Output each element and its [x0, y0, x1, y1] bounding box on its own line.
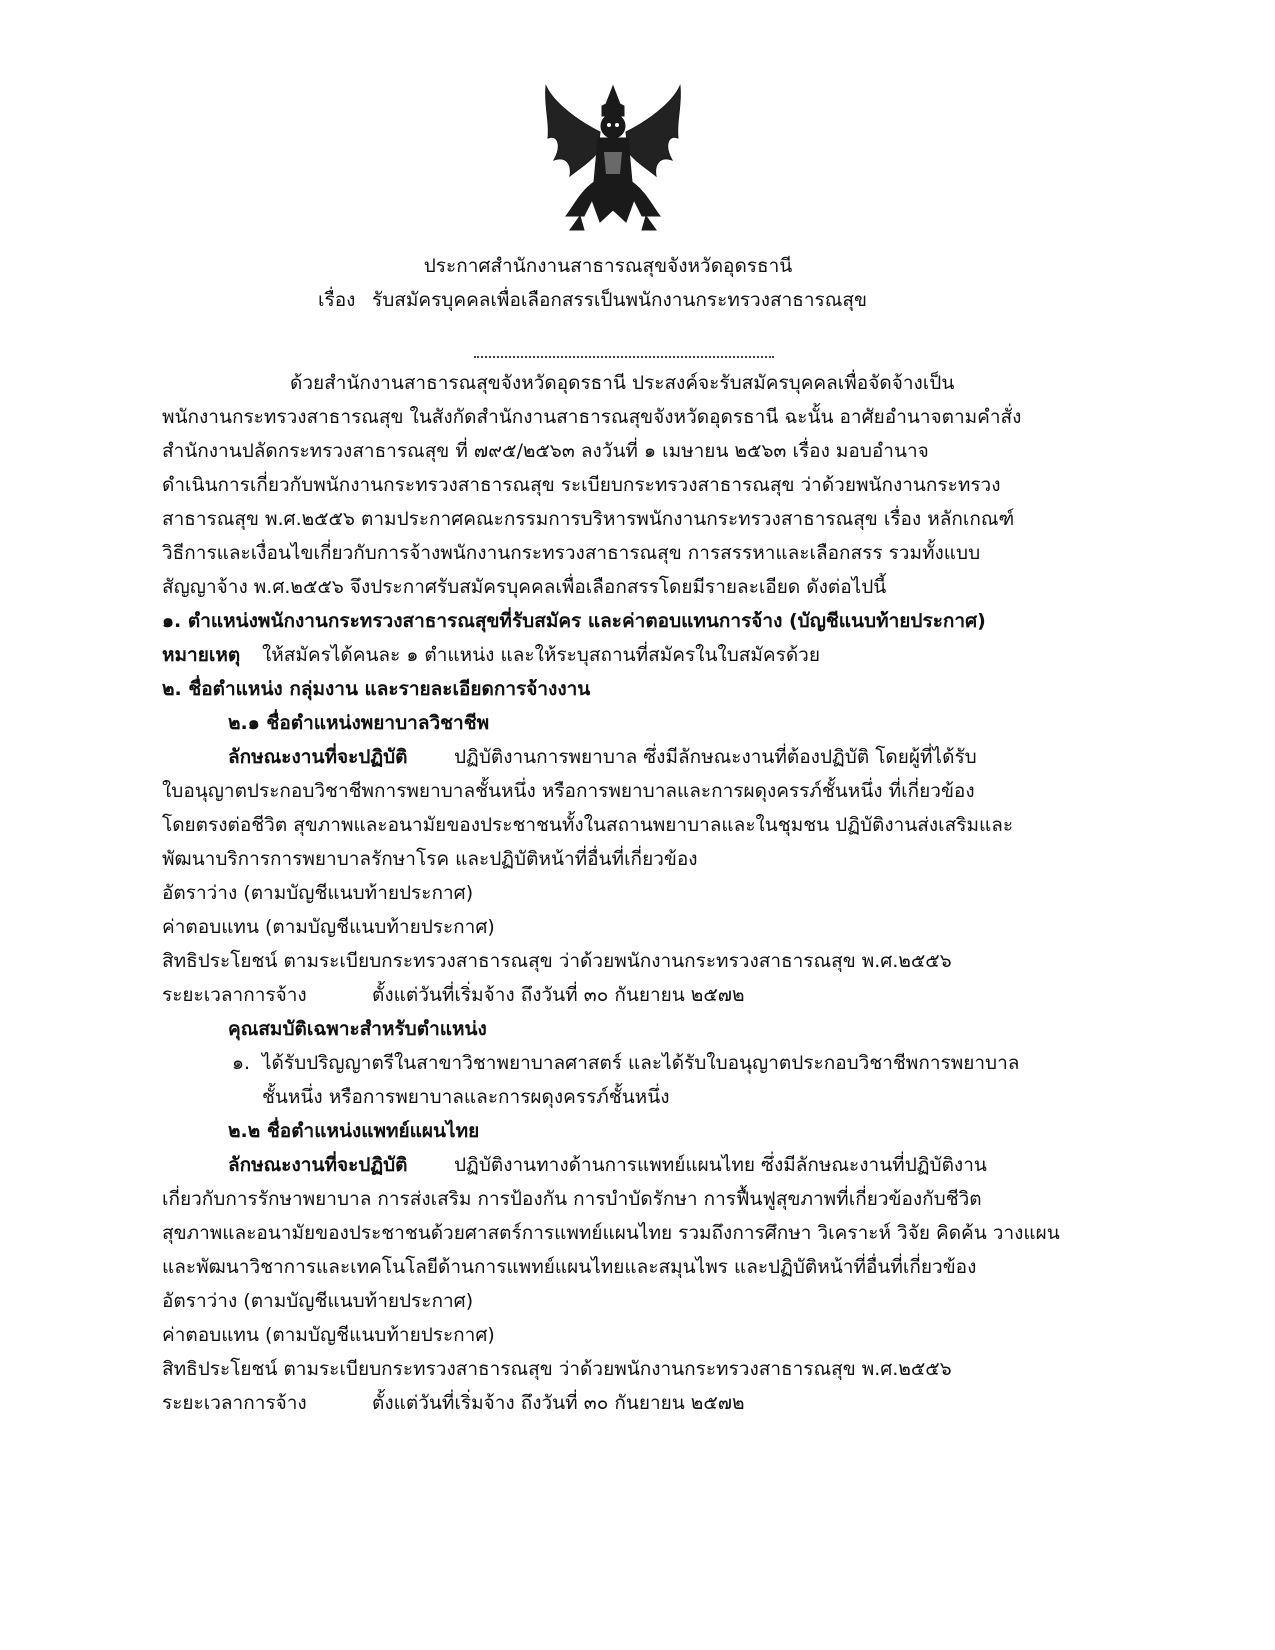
intro-line: วิธีการและเงื่อนไขเกี่ยวกับการจ้างพนักงานกระทรวงสาธารณสุข การสรรหาและเลือกสรร รวมทั้งแบบ — [162, 542, 981, 564]
period-text: ตั้งแต่วันที่เริ่มจ้าง ถึงวันที่ ๓๐ กันยายน ๒๕๗๒ — [372, 1392, 745, 1414]
position-2-1-heading: ๒.๑ ชื่อตำแหน่งพยาบาลวิชาชีพ — [228, 712, 490, 734]
note-label: หมายเหตุ — [162, 644, 241, 666]
pay-text: ค่าตอบแทน (ตามบัญชีแนบท้ายประกาศ) — [162, 916, 495, 938]
subject-label: เรื่อง — [318, 289, 356, 311]
separator-dotted-line — [474, 356, 774, 358]
duty-line: พัฒนาบริการการพยาบาลรักษาโรค และปฏิบัติหน้าที่อื่นที่เกี่ยวข้อง — [162, 848, 698, 870]
duty-line: และพัฒนาวิชาการและเทคโนโลยีด้านการแพทย์แผนไทยและสมุนไพร และปฏิบัติหน้าที่อื่นที่เกี่ยวข้อง — [162, 1256, 977, 1278]
duty-line: โดยตรงต่อชีวิต สุขภาพและอนามัยของประชาชนทั้งในสถานพยาบาลและในชุมชน ปฏิบัติงานส่งเสริมและ — [162, 814, 1014, 836]
qualification-line: ได้รับปริญญาตรีในสาขาวิชาพยาบาลศาสตร์ และได้รับใบอนุญาตประกอบวิชาชีพการพยาบาล — [262, 1052, 1020, 1074]
garuda-emblem-icon — [540, 82, 686, 244]
duty-label: ลักษณะงานที่จะปฏิบัติ — [228, 1154, 408, 1176]
intro-line: สำนักงานปลัดกระทรวงสาธารณสุข ที่ ๗๙๕/๒๕๖๓ ลงวันที่ ๑ เมษายน ๒๕๖๓ เรื่อง มอบอำนาจ — [162, 440, 929, 462]
section-2-heading: ๒. ชื่อตำแหน่ง กลุ่มงาน และรายละเอียดการจ้างงาน — [162, 678, 591, 700]
period-label: ระยะเวลาการจ้าง — [162, 1392, 307, 1414]
intro-line: สัญญาจ้าง พ.ศ.๒๕๕๖ จึงประกาศรับสมัครบุคคลเพื่อเลือกสรรโดยมีรายละเอียด ดังต่อไปนี้ — [162, 576, 887, 598]
qualification-heading: คุณสมบัติเฉพาะสำหรับตำแหน่ง — [228, 1018, 487, 1040]
section-1-heading: ๑. ตำแหน่งพนักงานกระทรวงสาธารณสุขที่รับสมัคร และค่าตอบแทนการจ้าง (บัญชีแนบท้ายประกาศ) — [162, 610, 986, 632]
intro-line: ดำเนินการเกี่ยวกับพนักงานกระทรวงสาธารณสุข ระเบียบกระทรวงสาธารณสุข ว่าด้วยพนักงานกระทรวง — [162, 474, 1001, 496]
note-text: ให้สมัครได้คนละ ๑ ตำแหน่ง และให้ระบุสถานที่สมัครในใบสมัครด้วย — [262, 644, 820, 666]
duty-line: ปฏิบัติงานทางด้านการแพทย์แผนไทย ซึ่งมีลักษณะงานที่ปฏิบัติงาน — [454, 1154, 987, 1176]
duty-line: ใบอนุญาตประกอบวิชาชีพการพยาบาลชั้นหนึ่ง หรือการพยาบาลและการผดุงครรภ์ชั้นหนึ่ง ที่เกี่ยวข้อง — [162, 780, 975, 802]
subject-text: รับสมัครบุคคลเพื่อเลือกสรรเป็นพนักงานกระทรวงสาธารณสุข — [372, 289, 867, 311]
duty-line: ปฏิบัติงานการพยาบาล ซึ่งมีลักษณะงานที่ต้องปฏิบัติ โดยผู้ที่ได้รับ — [454, 746, 977, 768]
duty-line: สุขภาพและอนามัยของประชาชนด้วยศาสตร์การแพทย์แผนไทย รวมถึงการศึกษา วิเคราะห์ วิจัย คิดค้น วางแผน — [162, 1222, 1060, 1244]
benefit-text: สิทธิประโยชน์ ตามระเบียบกระทรวงสาธารณสุข ว่าด้วยพนักงานกระทรวงสาธารณสุข พ.ศ.๒๕๕๖ — [162, 1358, 952, 1380]
pay-text: ค่าตอบแทน (ตามบัญชีแนบท้ายประกาศ) — [162, 1324, 495, 1346]
announcement-title: ประกาศสำนักงานสาธารณสุขจังหวัดอุดรธานี — [423, 255, 793, 277]
benefit-text: สิทธิประโยชน์ ตามระเบียบกระทรวงสาธารณสุข ว่าด้วยพนักงานกระทรวงสาธารณสุข พ.ศ.๒๕๕๖ — [162, 950, 952, 972]
duty-line: เกี่ยวกับการรักษาพยาบาล การส่งเสริม การป้องกัน การบำบัดรักษา การฟื้นฟูสุขภาพที่เกี่ยวข้องกับชีวิต — [162, 1188, 982, 1210]
position-2-2-heading: ๒.๒ ชื่อตำแหน่งแพทย์แผนไทย — [228, 1120, 480, 1142]
period-label: ระยะเวลาการจ้าง — [162, 984, 307, 1006]
vacancy-text: อัตราว่าง (ตามบัญชีแนบท้ายประกาศ) — [162, 1290, 474, 1312]
qualification-line: ชั้นหนึ่ง หรือการพยาบาลและการผดุงครรภ์ชั้นหนึ่ง — [262, 1086, 670, 1108]
vacancy-text: อัตราว่าง (ตามบัญชีแนบท้ายประกาศ) — [162, 882, 474, 904]
intro-line: พนักงานกระทรวงสาธารณสุข ในสังกัดสำนักงานสาธารณสุขจังหวัดอุดรธานี ฉะนั้น อาศัยอำนาจตามคำสั่ง — [162, 406, 1022, 428]
duty-label: ลักษณะงานที่จะปฏิบัติ — [228, 746, 408, 768]
intro-line: ด้วยสำนักงานสาธารณสุขจังหวัดอุดรธานี ประสงค์จะรับสมัครบุคคลเพื่อจัดจ้างเป็น — [290, 372, 955, 394]
qualification-number: ๑. — [232, 1052, 251, 1074]
intro-line: สาธารณสุข พ.ศ.๒๕๕๖ ตามประกาศคณะกรรมการบริหารพนักงานกระทรวงสาธารณสุข เรื่อง หลักเกณฑ์ — [162, 508, 1015, 530]
period-text: ตั้งแต่วันที่เริ่มจ้าง ถึงวันที่ ๓๐ กันยายน ๒๕๗๒ — [372, 984, 745, 1006]
